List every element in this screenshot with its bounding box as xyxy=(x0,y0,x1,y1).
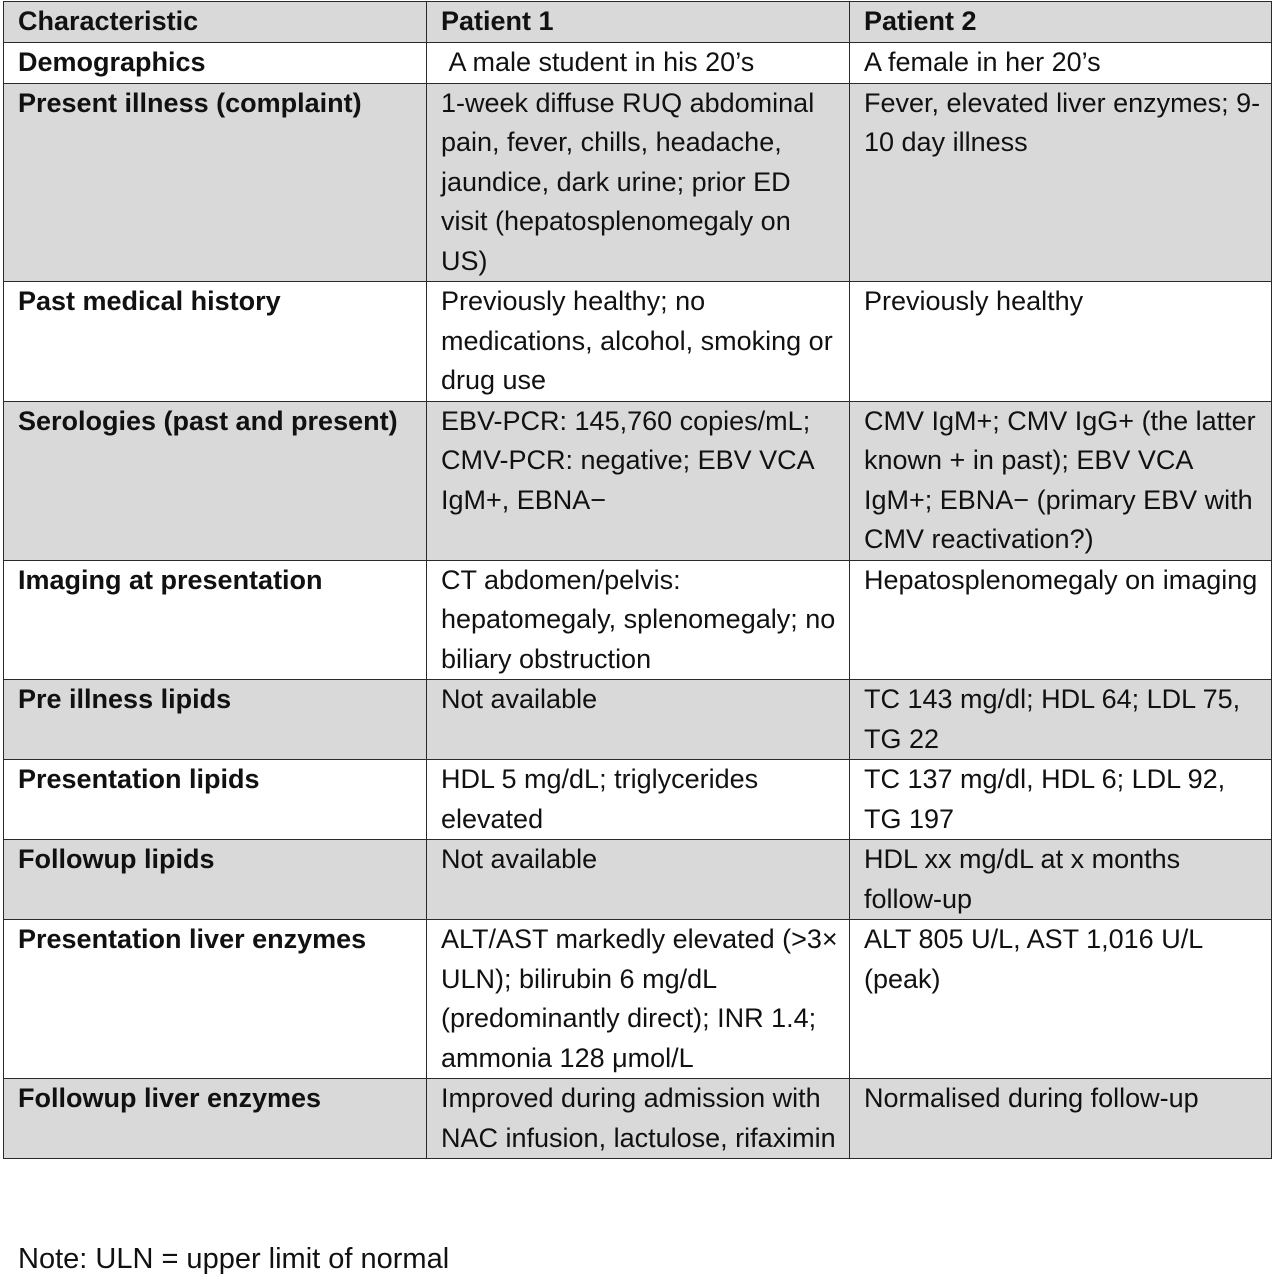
patient-1-cell: Not available xyxy=(427,840,850,920)
patient-2-cell: TC 137 mg/dl, HDL 6; LDL 92, TG 197 xyxy=(850,760,1272,840)
table-row xyxy=(4,43,1272,84)
table-header-row xyxy=(4,2,1272,43)
table-row xyxy=(4,920,1272,1079)
patient-2-cell: TC 143 mg/dl; HDL 64; LDL 75, TG 22 xyxy=(850,680,1272,760)
row-label: Serologies (past and present) xyxy=(4,401,427,560)
row-label: Pre illness lipids xyxy=(4,680,427,760)
header-patient-2: Patient 2 xyxy=(850,2,1272,43)
table-row xyxy=(4,282,1272,402)
header-characteristic: Characteristic xyxy=(4,2,427,43)
row-label: Followup lipids xyxy=(4,840,427,920)
table-row xyxy=(4,401,1272,560)
row-label: Presentation lipids xyxy=(4,760,427,840)
table-row xyxy=(4,1079,1272,1159)
table-row xyxy=(4,840,1272,920)
row-label: Imaging at presentation xyxy=(4,560,427,680)
row-label: Past medical history xyxy=(4,282,427,402)
row-label: Presentation liver enzymes xyxy=(4,920,427,1079)
patient-2-cell: CMV IgM+; CMV IgG+ (the latter known + in past); EBV VCA IgM+; EBNA− (primary EBV with CMV reactivation?) xyxy=(850,401,1272,560)
table-row xyxy=(4,83,1272,282)
patient-2-cell: HDL xx mg/dL at x months follow-up xyxy=(850,840,1272,920)
patient-1-cell: 1-week diffuse RUQ abdominal pain, fever, chills, headache, jaundice, dark urine; prior ED visit (hepatosplenomegaly on US) xyxy=(427,83,850,282)
patient-comparison-table xyxy=(3,1,1272,1159)
row-label: Present illness (complaint) xyxy=(4,83,427,282)
patient-2-cell: Previously healthy xyxy=(850,282,1272,402)
patient-1-cell: A male student in his 20’s xyxy=(427,43,850,84)
patient-2-cell: Hepatosplenomegaly on imaging xyxy=(850,560,1272,680)
patient-2-cell: Fever, elevated liver enzymes; 9-10 day illness xyxy=(850,83,1272,282)
patient-1-cell: CT abdomen/pelvis: hepatomegaly, splenomegaly; no biliary obstruction xyxy=(427,560,850,680)
patient-2-cell: ALT 805 U/L, AST 1,016 U/L (peak) xyxy=(850,920,1272,1079)
patient-1-cell: EBV-PCR: 145,760 copies/mL; CMV-PCR: negative; EBV VCA IgM+, EBNA− xyxy=(427,401,850,560)
table-row xyxy=(4,680,1272,760)
row-label: Demographics xyxy=(4,43,427,84)
table-footnote: Note: ULN = upper limit of normal xyxy=(18,1243,450,1275)
patient-1-cell: ALT/AST markedly elevated (>3× ULN); bilirubin 6 mg/dL (predominantly direct); INR 1.4; ammonia 128 μmol/L xyxy=(427,920,850,1079)
patient-1-cell: HDL 5 mg/dL; triglycerides elevated xyxy=(427,760,850,840)
header-patient-1: Patient 1 xyxy=(427,2,850,43)
patient-1-cell: Previously healthy; no medications, alcohol, smoking or drug use xyxy=(427,282,850,402)
table-row xyxy=(4,560,1272,680)
patient-2-cell: A female in her 20’s xyxy=(850,43,1272,84)
patient-1-cell: Improved during admission with NAC infusion, lactulose, rifaximin xyxy=(427,1079,850,1159)
patient-2-cell: Normalised during follow-up xyxy=(850,1079,1272,1159)
patient-1-cell: Not available xyxy=(427,680,850,760)
row-label: Followup liver enzymes xyxy=(4,1079,427,1159)
table-row xyxy=(4,760,1272,840)
